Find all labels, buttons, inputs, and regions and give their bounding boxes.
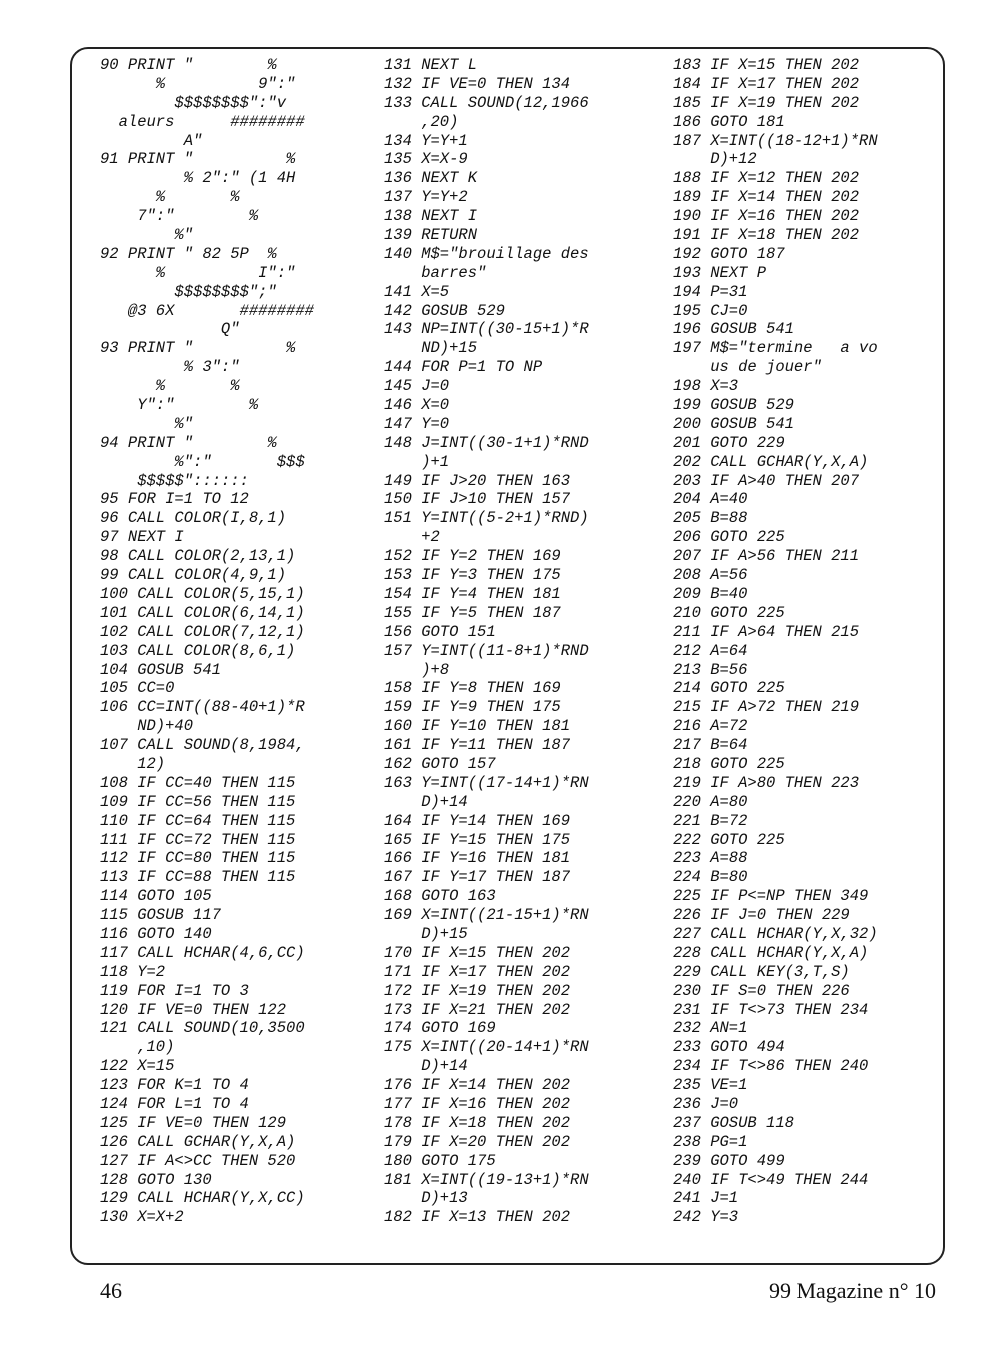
code-line: 111 IF CC=72 THEN 115 xyxy=(100,830,296,849)
code-line: 105 CC=0 xyxy=(100,679,175,698)
code-line: 173 IF X=21 THEN 202 xyxy=(384,1000,571,1019)
code-line: 140 M$="brouillage des xyxy=(384,244,589,263)
code-line: 200 GOSUB 541 xyxy=(673,414,794,433)
code-line: 211 IF A>64 THEN 215 xyxy=(673,622,860,641)
code-line: 201 GOTO 229 xyxy=(673,433,785,452)
code-line: 142 GOSUB 529 xyxy=(384,301,505,320)
code-line: 191 IF X=18 THEN 202 xyxy=(673,226,860,245)
code-line: 230 IF S=0 THEN 226 xyxy=(673,981,850,1000)
code-line: us de jouer" xyxy=(673,358,822,377)
code-line: 136 NEXT K xyxy=(384,169,478,188)
code-line: 107 CALL SOUND(8,1984, xyxy=(100,736,305,755)
code-line: 166 IF Y=16 THEN 181 xyxy=(384,849,571,868)
code-line: )+8 xyxy=(384,660,450,679)
code-line: D)+14 xyxy=(384,1057,468,1076)
code-line: 108 IF CC=40 THEN 115 xyxy=(100,773,296,792)
code-line: 119 FOR I=1 TO 3 xyxy=(100,981,249,1000)
code-line: $$$$$$$$":"v xyxy=(100,93,287,112)
code-line: 121 CALL SOUND(10,3500 xyxy=(100,1019,305,1038)
code-line: 96 CALL COLOR(I,8,1) xyxy=(100,509,287,528)
code-line: 228 CALL HCHAR(Y,X,A) xyxy=(673,943,869,962)
code-line: 187 X=INT((18-12+1)*RN xyxy=(673,131,878,150)
code-line: 139 RETURN xyxy=(384,226,478,245)
code-line: 218 GOTO 225 xyxy=(673,754,785,773)
code-line: 183 IF X=15 THEN 202 xyxy=(673,56,860,74)
code-line: ND)+15 xyxy=(384,339,478,358)
code-line: 171 IF X=17 THEN 202 xyxy=(384,962,571,981)
code-line: 215 IF A>72 THEN 219 xyxy=(673,698,860,717)
code-line: 99 CALL COLOR(4,9,1) xyxy=(100,566,287,585)
listing-column-3 xyxy=(673,56,878,1227)
code-line: 154 IF Y=4 THEN 181 xyxy=(384,584,561,603)
code-line: 240 IF T<>49 THEN 244 xyxy=(673,1170,869,1189)
code-line: 226 IF J=0 THEN 229 xyxy=(673,906,850,925)
code-line: 92 PRINT " 82 5P % xyxy=(100,244,277,263)
code-line: 222 GOTO 225 xyxy=(673,830,785,849)
code-line: D)+14 xyxy=(384,792,468,811)
code-line: 168 GOTO 163 xyxy=(384,887,496,906)
code-line: % I":" xyxy=(100,263,296,282)
code-line: 190 IF X=16 THEN 202 xyxy=(673,207,860,226)
code-line: 90 PRINT " % xyxy=(100,56,277,74)
code-line: barres" xyxy=(384,263,487,282)
code-line: 177 IF X=16 THEN 202 xyxy=(384,1094,571,1113)
code-line: 165 IF Y=15 THEN 175 xyxy=(384,830,571,849)
code-line: 242 Y=3 xyxy=(673,1208,739,1227)
code-line: 162 GOTO 157 xyxy=(384,754,496,773)
code-line: 204 A=40 xyxy=(673,490,748,509)
code-line: 174 GOTO 169 xyxy=(384,1019,496,1038)
code-line: % 3":" xyxy=(100,358,240,377)
code-line: ND)+40 xyxy=(100,717,194,736)
code-line: 12) xyxy=(100,754,166,773)
code-line: 241 J=1 xyxy=(673,1189,739,1208)
code-line: 238 PG=1 xyxy=(673,1132,748,1151)
code-line: 224 B=80 xyxy=(673,868,748,887)
code-line: 117 CALL HCHAR(4,6,CC) xyxy=(100,943,305,962)
code-line: 202 CALL GCHAR(Y,X,A) xyxy=(673,452,869,471)
code-line: 167 IF Y=17 THEN 187 xyxy=(384,868,571,887)
code-line: 113 IF CC=88 THEN 115 xyxy=(100,868,296,887)
code-line: 152 IF Y=2 THEN 169 xyxy=(384,547,561,566)
code-line: % % xyxy=(100,188,240,207)
code-line: 118 Y=2 xyxy=(100,962,166,981)
code-line: 129 CALL HCHAR(Y,X,CC) xyxy=(100,1189,305,1208)
listing-column-1 xyxy=(100,56,314,1227)
code-line: 231 IF T<>73 THEN 234 xyxy=(673,1000,869,1019)
code-line: 148 J=INT((30-1+1)*RND xyxy=(384,433,589,452)
code-line: 199 GOSUB 529 xyxy=(673,396,794,415)
code-line: D)+13 xyxy=(384,1189,468,1208)
code-line: 132 IF VE=0 THEN 134 xyxy=(384,74,571,93)
code-line: 147 Y=0 xyxy=(384,414,450,433)
code-line: 125 IF VE=0 THEN 129 xyxy=(100,1113,287,1132)
code-line: D)+15 xyxy=(384,924,468,943)
code-line: Q" xyxy=(100,320,240,339)
code-line: 135 X=X-9 xyxy=(384,150,468,169)
code-line: 128 GOTO 130 xyxy=(100,1170,212,1189)
code-line: 175 X=INT((20-14+1)*RN xyxy=(384,1038,589,1057)
code-line: 124 FOR L=1 TO 4 xyxy=(100,1094,249,1113)
page-number: 46 xyxy=(100,1278,122,1303)
code-line: 170 IF X=15 THEN 202 xyxy=(384,943,571,962)
code-line: 188 IF X=12 THEN 202 xyxy=(673,169,860,188)
code-line: 193 NEXT P xyxy=(673,263,767,282)
code-line: 138 NEXT I xyxy=(384,207,478,226)
code-line: 180 GOTO 175 xyxy=(384,1151,496,1170)
code-line: 120 IF VE=0 THEN 122 xyxy=(100,1000,287,1019)
code-line: 234 IF T<>86 THEN 240 xyxy=(673,1057,869,1076)
code-line: 155 IF Y=5 THEN 187 xyxy=(384,603,561,622)
code-line: 219 IF A>80 THEN 223 xyxy=(673,773,860,792)
code-line: %" xyxy=(100,226,194,245)
code-line: 196 GOSUB 541 xyxy=(673,320,794,339)
code-line: 182 IF X=13 THEN 202 xyxy=(384,1208,571,1227)
code-line: 102 CALL COLOR(7,12,1) xyxy=(100,622,305,641)
code-line: 197 M$="termine a vo xyxy=(673,339,878,358)
code-line: 186 GOTO 181 xyxy=(673,112,785,131)
code-line: 210 GOTO 225 xyxy=(673,603,785,622)
code-line: )+1 xyxy=(384,452,450,471)
code-line: 194 P=31 xyxy=(673,282,748,301)
code-line: 208 A=56 xyxy=(673,566,748,585)
code-line: 101 CALL COLOR(6,14,1) xyxy=(100,603,305,622)
listing-column-2 xyxy=(384,56,589,1227)
code-line: $$$$$":::::: xyxy=(100,471,249,490)
code-line: 137 Y=Y+2 xyxy=(384,188,468,207)
code-line: 189 IF X=14 THEN 202 xyxy=(673,188,860,207)
code-line: 236 J=0 xyxy=(673,1094,739,1113)
code-line: 115 GOSUB 117 xyxy=(100,906,221,925)
code-line: 104 GOSUB 541 xyxy=(100,660,221,679)
code-line: 223 A=88 xyxy=(673,849,748,868)
code-line: 176 IF X=14 THEN 202 xyxy=(384,1076,571,1095)
code-line: 160 IF Y=10 THEN 181 xyxy=(384,717,571,736)
code-line: 106 CC=INT((88-40+1)*R xyxy=(100,698,305,717)
code-line: 126 CALL GCHAR(Y,X,A) xyxy=(100,1132,296,1151)
code-line: 172 IF X=19 THEN 202 xyxy=(384,981,571,1000)
code-line: 185 IF X=19 THEN 202 xyxy=(673,93,860,112)
code-line: %":" $$$ xyxy=(100,452,305,471)
code-line: 158 IF Y=8 THEN 169 xyxy=(384,679,561,698)
code-line: 237 GOSUB 118 xyxy=(673,1113,794,1132)
code-line: 209 B=40 xyxy=(673,584,748,603)
code-line: 216 A=72 xyxy=(673,717,748,736)
code-line: 110 IF CC=64 THEN 115 xyxy=(100,811,296,830)
code-line: 195 CJ=0 xyxy=(673,301,748,320)
code-line: @3 6X ######## xyxy=(100,301,314,320)
code-line: % 9":" xyxy=(100,74,296,93)
code-line: 131 NEXT L xyxy=(384,56,478,74)
code-line: 109 IF CC=56 THEN 115 xyxy=(100,792,296,811)
code-line: 150 IF J>10 THEN 157 xyxy=(384,490,571,509)
code-line: 130 X=X+2 xyxy=(100,1208,184,1227)
code-line: 192 GOTO 187 xyxy=(673,244,785,263)
code-line: 184 IF X=17 THEN 202 xyxy=(673,74,860,93)
code-line: 227 CALL HCHAR(Y,X,32) xyxy=(673,924,878,943)
magazine-issue: 99 Magazine n° 10 xyxy=(768,1278,936,1303)
code-line: 143 NP=INT((30-15+1)*R xyxy=(384,320,589,339)
code-line: 95 FOR I=1 TO 12 xyxy=(100,490,249,509)
code-line: 235 VE=1 xyxy=(673,1076,748,1095)
code-line: 116 GOTO 140 xyxy=(100,924,212,943)
code-line: 94 PRINT " % xyxy=(100,433,277,452)
code-line: 127 IF A<>CC THEN 520 xyxy=(100,1151,296,1170)
code-line: 205 B=88 xyxy=(673,509,748,528)
code-line: 178 IF X=18 THEN 202 xyxy=(384,1113,571,1132)
code-line: 221 B=72 xyxy=(673,811,748,830)
code-line: +2 xyxy=(384,528,440,547)
code-line: 93 PRINT " % xyxy=(100,339,296,358)
code-line: 181 X=INT((19-13+1)*RN xyxy=(384,1170,589,1189)
code-line: 7":" % xyxy=(100,207,259,226)
code-line: Y":" % xyxy=(100,396,259,415)
code-line: 220 A=80 xyxy=(673,792,748,811)
code-line: 163 Y=INT((17-14+1)*RN xyxy=(384,773,589,792)
code-line: 233 GOTO 494 xyxy=(673,1038,785,1057)
code-line: 134 Y=Y+1 xyxy=(384,131,468,150)
code-line: D)+12 xyxy=(673,150,757,169)
code-line: 122 X=15 xyxy=(100,1057,175,1076)
code-line: % % xyxy=(100,377,240,396)
code-line: 159 IF Y=9 THEN 175 xyxy=(384,698,561,717)
code-line: 145 J=0 xyxy=(384,377,450,396)
code-line: 103 CALL COLOR(8,6,1) xyxy=(100,641,296,660)
code-line: 97 NEXT I xyxy=(100,528,184,547)
code-line: 98 CALL COLOR(2,13,1) xyxy=(100,547,296,566)
code-line: 217 B=64 xyxy=(673,736,748,755)
code-line: 164 IF Y=14 THEN 169 xyxy=(384,811,571,830)
code-line: 232 AN=1 xyxy=(673,1019,748,1038)
code-line: ,10) xyxy=(100,1038,175,1057)
code-line: A" xyxy=(100,131,203,150)
code-line: 91 PRINT " % xyxy=(100,150,296,169)
code-line: 100 CALL COLOR(5,15,1) xyxy=(100,584,305,603)
code-line: 161 IF Y=11 THEN 187 xyxy=(384,736,571,755)
code-line: 114 GOTO 105 xyxy=(100,887,212,906)
code-line: 203 IF A>40 THEN 207 xyxy=(673,471,860,490)
code-line: 156 GOTO 151 xyxy=(384,622,496,641)
code-line: 239 GOTO 499 xyxy=(673,1151,785,1170)
code-line: 229 CALL KEY(3,T,S) xyxy=(673,962,850,981)
code-line: 151 Y=INT((5-2+1)*RND) xyxy=(384,509,589,528)
code-line: aleurs ######## xyxy=(100,112,305,131)
code-line: %" xyxy=(100,414,194,433)
code-line: 112 IF CC=80 THEN 115 xyxy=(100,849,296,868)
code-line: 169 X=INT((21-15+1)*RN xyxy=(384,906,589,925)
code-line: 225 IF P<=NP THEN 349 xyxy=(673,887,869,906)
code-line: 153 IF Y=3 THEN 175 xyxy=(384,566,561,585)
code-line: 149 IF J>20 THEN 163 xyxy=(384,471,571,490)
code-line: 141 X=5 xyxy=(384,282,450,301)
code-line: % 2":" (1 4H xyxy=(100,169,296,188)
code-line: 206 GOTO 225 xyxy=(673,528,785,547)
code-line: $$$$$$$$";" xyxy=(100,282,277,301)
code-line: ,20) xyxy=(384,112,459,131)
code-line: 212 A=64 xyxy=(673,641,748,660)
code-line: 157 Y=INT((11-8+1)*RND xyxy=(384,641,589,660)
code-line: 146 X=0 xyxy=(384,396,450,415)
code-line: 214 GOTO 225 xyxy=(673,679,785,698)
code-line: 213 B=56 xyxy=(673,660,748,679)
code-line: 123 FOR K=1 TO 4 xyxy=(100,1076,249,1095)
code-line: 198 X=3 xyxy=(673,377,739,396)
code-line: 133 CALL SOUND(12,1966 xyxy=(384,93,589,112)
code-line: 179 IF X=20 THEN 202 xyxy=(384,1132,571,1151)
code-line: 144 FOR P=1 TO NP xyxy=(384,358,543,377)
code-line: 207 IF A>56 THEN 211 xyxy=(673,547,860,566)
